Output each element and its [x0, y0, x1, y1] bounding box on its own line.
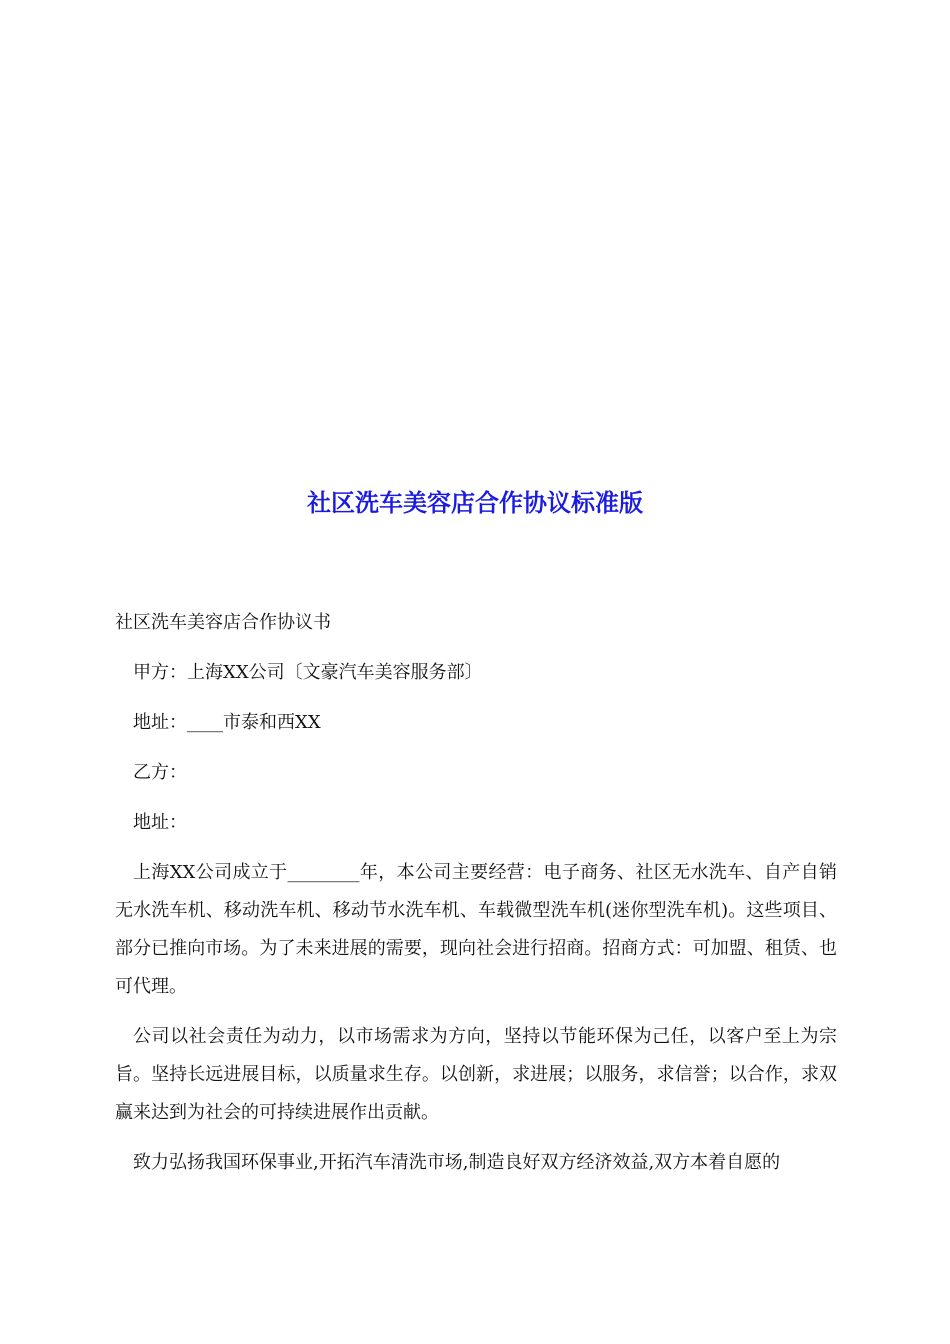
party-b-line: 乙方：	[133, 762, 187, 783]
document-body	[115, 604, 837, 1194]
cooperation-paragraph: 致力弘扬我国环保事业,开拓汽车清洗市场,制造良好双方经济效益,双方本着自愿的	[133, 1152, 781, 1173]
company-intro-paragraph: 上海XX公司成立于________年，本公司主要经营：电子商务、社区无水洗车、自产自销无水洗车机、移动洗车机、移动节水洗车机、车载微型洗车机(迷你型洗车机)。这些项目、部分已推向市场。为了未来进展的需要，现向社会进行招商。招商方式：可加盟、租赁、也可代理。	[115, 862, 837, 997]
party-a-line: 甲方：上海XX公司〔文豪汽车美容服务部〕	[133, 662, 483, 683]
document-title: 社区洗车美容店合作协议标准版	[307, 489, 643, 517]
company-mission-paragraph: 公司以社会责任为动力，以市场需求为方向，坚持以节能环保为己任，以客户至上为宗旨。坚持长远进展目标，以质量求生存。以创新，求进展；以服务，求信誉；以合作，求双赢来达到为社会的可持续进展作出贡献。	[115, 1026, 837, 1123]
party-b-address: 地址：	[133, 812, 187, 833]
party-a-address: 地址：____市泰和西XX	[133, 712, 321, 733]
agreement-heading: 社区洗车美容店合作协议书	[115, 612, 331, 633]
